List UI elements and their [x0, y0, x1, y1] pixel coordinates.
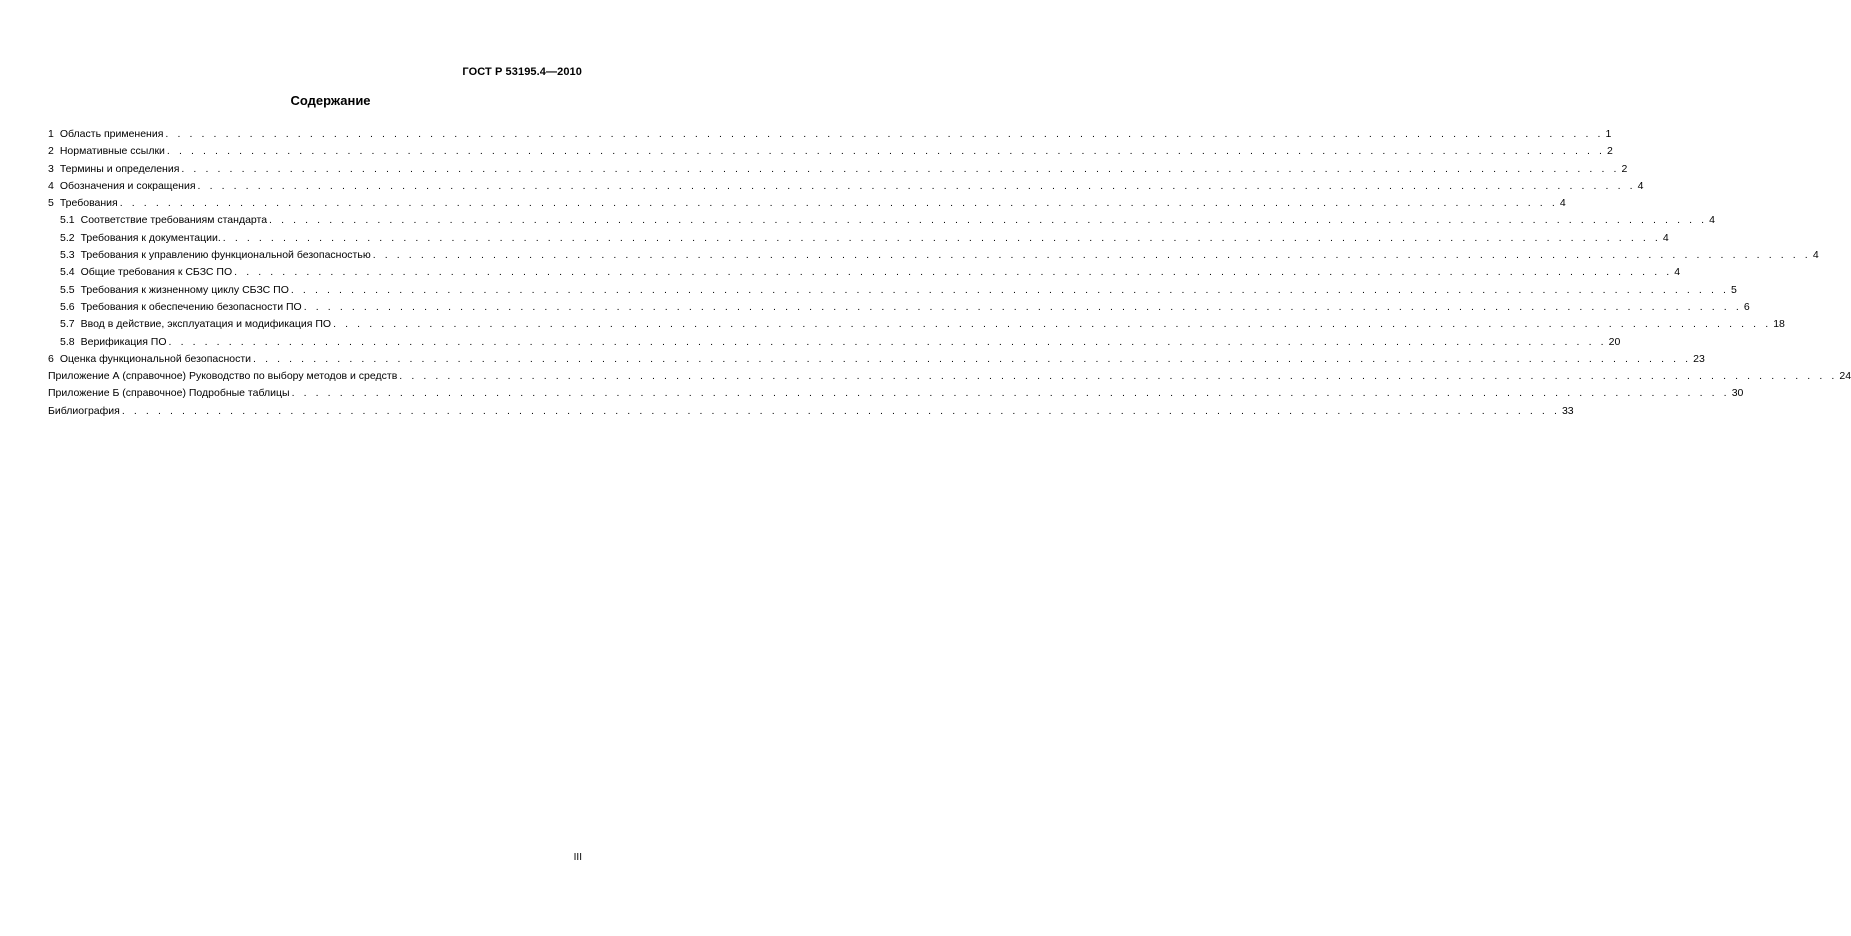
toc-entry[interactable]: [48, 212, 1716, 229]
toc-entry-label: Термины и определения: [59, 162, 180, 175]
document-code: ГОСТ Р 53195.4—2010: [462, 66, 582, 78]
toc-entry-page: 4: [1637, 179, 1644, 192]
toc-dot-leader: . . . . . . . . . . . . . . . . . . . . . . . . . . . . . . . . . . . . . . . . . . . . . . . . . . . . . . . . . . . . . . . . . . . . . . . . . . . . . . . . . . . . . . . . . . . . . . . . . . . . . . . . . . . . . . . . . . . . . . . .: [291, 387, 1730, 400]
toc-entry[interactable]: [48, 247, 1819, 264]
toc-dot-leader: . . . . . . . . . . . . . . . . . . . . . . . . . . . . . . . . . . . . . . . . . . . . . . . . . . . . . . . . . . . . . . . . . . . . . . . . . . . . . . . . . . . . . . . . . . . . . . . . . . . . . . . . . . . . . . . . . . . . . . . .: [253, 352, 1692, 365]
toc-dot-leader: . . . . . . . . . . . . . . . . . . . . . . . . . . . . . . . . . . . . . . . . . . . . . . . . . . . . . . . . . . . . . . . . . . . . . . . . . . . . . . . . . . . . . . . . . . . . . . . . . . . . . . . . . . . . . . . . . . . . . . . .: [168, 335, 1607, 348]
table-of-contents: [48, 126, 1851, 420]
toc-entry-page: 23: [1693, 352, 1705, 365]
toc-entry-page: 33: [1561, 404, 1574, 417]
toc-entry-page: 4: [1709, 214, 1716, 227]
toc-entry-label: Требования к обеспечению безопасности ПО: [80, 300, 302, 313]
toc-entry-page: 1: [1605, 128, 1612, 140]
toc-entry-label: Обозначения и сокращения: [59, 179, 196, 192]
toc-title: Содержание: [290, 93, 371, 108]
toc-entry-number: 5: [48, 197, 54, 210]
toc-dot-leader: . . . . . . . . . . . . . . . . . . . . . . . . . . . . . . . . . . . . . . . . . . . . . . . . . . . . . . . . . . . . . . . . . . . . . . . . . . . . . . . . . . . . . . . . . . . . . . . . . . . . . . . . . . . . . . . . . . . . . . . .: [372, 249, 1811, 262]
toc-dot-leader: . . . . . . . . . . . . . . . . . . . . . . . . . . . . . . . . . . . . . . . . . . . . . . . . . . . . . . . . . . . . . . . . . . . . . . . . . . . . . . . . . . . . . . . . . . . . . . . . . . . . . . . . . . . . . . . . . . . . . . . .: [234, 266, 1673, 279]
toc-entry-page: 4: [1812, 249, 1819, 262]
toc-entry-page: 4: [1559, 197, 1566, 210]
toc-entry[interactable]: [48, 351, 1705, 368]
toc-dot-leader: . . . . . . . . . . . . . . . . . . . . . . . . . . . . . . . . . . . . . . . . . . . . . . . . . . . . . . . . . . . . . . . . . . . . . . . . . . . . . . . . . . . . . . . . . . . . . . . . . . . . . . . . . . . . . . . . . . . . . . . .: [399, 370, 1838, 383]
toc-entry-label: Общие требования к СБЗС ПО: [80, 266, 233, 279]
toc-entry[interactable]: [48, 161, 1628, 178]
toc-entry[interactable]: [48, 334, 1621, 351]
toc-entry-label: Соответствие требованиям стандарта: [80, 214, 268, 227]
toc-entry-number: 1: [48, 128, 54, 140]
toc-entry-label: Требования: [59, 197, 118, 210]
toc-entry-label: Область применения: [59, 128, 164, 140]
page-number: III: [573, 852, 582, 863]
toc-entry-label: Нормативные ссылки: [59, 145, 165, 158]
toc-entry[interactable]: [48, 264, 1681, 281]
toc-entry[interactable]: [48, 126, 1612, 143]
toc-entry-label: Приложение Б (справочное) Подробные таблицы: [48, 387, 290, 400]
toc-dot-leader: . . . . . . . . . . . . . . . . . . . . . . . . . . . . . . . . . . . . . . . . . . . . . . . . . . . . . . . . . . . . . . . . . . . . . . . . . . . . . . . . . . . . . . . . . . . . . . . . . . . . . . . . . . . . . . . . . . . . . . . .: [119, 197, 1558, 210]
toc-entry[interactable]: [48, 282, 1737, 299]
toc-dot-leader: . . . . . . . . . . . . . . . . . . . . . . . . . . . . . . . . . . . . . . . . . . . . . . . . . . . . . . . . . . . . . . . . . . . . . . . . . . . . . . . . . . . . . . . . . . . . . . . . . . . . . . . . . . . . . . . . . . . . . . . .: [165, 128, 1604, 140]
toc-entry[interactable]: [48, 403, 1574, 420]
toc-dot-leader: . . . . . . . . . . . . . . . . . . . . . . . . . . . . . . . . . . . . . . . . . . . . . . . . . . . . . . . . . . . . . . . . . . . . . . . . . . . . . . . . . . . . . . . . . . . . . . . . . . . . . . . . . . . . . . . . . . . . . . . .: [197, 179, 1636, 192]
toc-dot-leader: . . . . . . . . . . . . . . . . . . . . . . . . . . . . . . . . . . . . . . . . . . . . . . . . . . . . . . . . . . . . . . . . . . . . . . . . . . . . . . . . . . . . . . . . . . . . . . . . . . . . . . . . . . . . . . . . . . . . . . . .: [222, 231, 1661, 244]
toc-entry-number: 5.1: [60, 214, 75, 227]
toc-entry-number: 3: [48, 162, 54, 175]
toc-entry-label: Ввод в действие, эксплуатация и модификация ПО: [80, 318, 332, 331]
toc-entry[interactable]: [48, 178, 1644, 195]
toc-entry-page: 30: [1731, 387, 1744, 400]
toc-entry-label: Требования к жизненному циклу СБЗС ПО: [80, 283, 289, 296]
toc-entry-label: Требования к управлению функциональной безопасностью: [80, 249, 371, 262]
toc-dot-leader: . . . . . . . . . . . . . . . . . . . . . . . . . . . . . . . . . . . . . . . . . . . . . . . . . . . . . . . . . . . . . . . . . . . . . . . . . . . . . . . . . . . . . . . . . . . . . . . . . . . . . . . . . . . . . . . . . . . . . . . .: [121, 404, 1560, 417]
toc-entry-number: 5.3: [60, 249, 75, 262]
toc-entry[interactable]: [48, 316, 1785, 333]
toc-entry[interactable]: [48, 368, 1851, 385]
toc-entry-number: 5.2: [60, 231, 75, 244]
toc-entry[interactable]: [48, 299, 1750, 316]
toc-entry-number: 5.5: [60, 283, 75, 296]
toc-entry-page: 2: [1607, 145, 1613, 158]
toc-dot-leader: . . . . . . . . . . . . . . . . . . . . . . . . . . . . . . . . . . . . . . . . . . . . . . . . . . . . . . . . . . . . . . . . . . . . . . . . . . . . . . . . . . . . . . . . . . . . . . . . . . . . . . . . . . . . . . . . . . . . . . . .: [166, 145, 1606, 158]
toc-entry-label: Приложение А (справочное) Руководство по выбору методов и средств: [48, 370, 398, 383]
toc-entry[interactable]: [48, 195, 1566, 212]
toc-entry-label: Оценка функциональной безопасности: [59, 352, 252, 365]
toc-entry-page: 2: [1621, 162, 1628, 175]
toc-entry-page: 4: [1662, 231, 1669, 244]
toc-entry-number: 5.4: [60, 266, 75, 279]
toc-entry-label: Верификация ПО: [80, 335, 167, 348]
toc-entry-page: 4: [1674, 266, 1681, 279]
toc-dot-leader: . . . . . . . . . . . . . . . . . . . . . . . . . . . . . . . . . . . . . . . . . . . . . . . . . . . . . . . . . . . . . . . . . . . . . . . . . . . . . . . . . . . . . . . . . . . . . . . . . . . . . . . . . . . . . . . . . . . . . . . .: [269, 214, 1708, 227]
toc-entry-page: 18: [1773, 318, 1785, 331]
toc-entry-number: 5.8: [60, 335, 75, 348]
toc-entry[interactable]: [48, 143, 1613, 160]
toc-entry-page: 20: [1608, 335, 1621, 348]
toc-entry-page: 6: [1743, 300, 1750, 313]
toc-entry[interactable]: [48, 385, 1744, 402]
toc-dot-leader: . . . . . . . . . . . . . . . . . . . . . . . . . . . . . . . . . . . . . . . . . . . . . . . . . . . . . . . . . . . . . . . . . . . . . . . . . . . . . . . . . . . . . . . . . . . . . . . . . . . . . . . . . . . . . . . . . . . . . . . .: [290, 283, 1730, 296]
toc-entry-number: 5.7: [60, 318, 75, 331]
toc-entry-number: 4: [48, 179, 54, 192]
toc-dot-leader: . . . . . . . . . . . . . . . . . . . . . . . . . . . . . . . . . . . . . . . . . . . . . . . . . . . . . . . . . . . . . . . . . . . . . . . . . . . . . . . . . . . . . . . . . . . . . . . . . . . . . . . . . . . . . . . . . . . . . . . .: [181, 162, 1620, 175]
toc-entry-page: 5: [1731, 283, 1737, 296]
toc-entry-label: Библиография: [48, 404, 120, 417]
toc-entry-number: 5.6: [60, 300, 75, 313]
toc-entry-label: Требования к документации.: [80, 231, 221, 244]
toc-entry-number: 2: [48, 145, 54, 158]
toc-entry-number: 6: [48, 352, 54, 365]
toc-dot-leader: . . . . . . . . . . . . . . . . . . . . . . . . . . . . . . . . . . . . . . . . . . . . . . . . . . . . . . . . . . . . . . . . . . . . . . . . . . . . . . . . . . . . . . . . . . . . . . . . . . . . . . . . . . . . . . . . . . . . . . . .: [303, 300, 1742, 313]
toc-entry[interactable]: [48, 230, 1669, 247]
toc-dot-leader: . . . . . . . . . . . . . . . . . . . . . . . . . . . . . . . . . . . . . . . . . . . . . . . . . . . . . . . . . . . . . . . . . . . . . . . . . . . . . . . . . . . . . . . . . . . . . . . . . . . . . . . . . . . . . . . . . . . . . . . .: [333, 318, 1772, 331]
toc-entry-page: 24: [1839, 370, 1851, 383]
